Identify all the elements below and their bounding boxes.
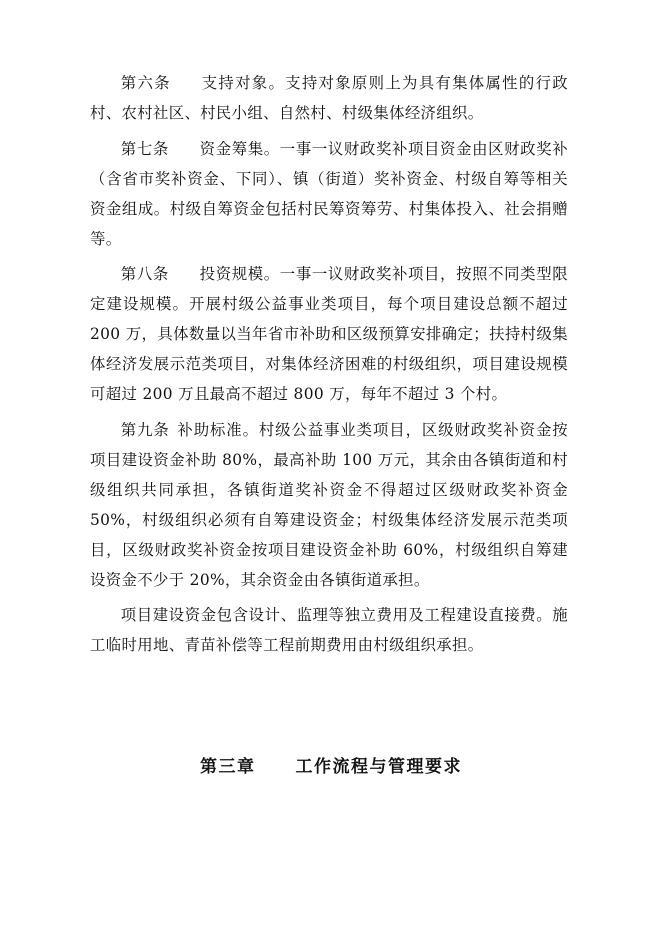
chapter-number: 第三章 [200,757,256,777]
article-number: 第七条 [120,139,169,158]
article-6-paragraph [90,68,568,128]
article-number: 第九条 [120,420,170,439]
article-number: 第六条 [120,74,171,92]
article-7-paragraph [90,134,568,254]
chapter-title: 工作流程与管理要求 [295,757,462,777]
article-text: 支持对象。支持对象原则上为具有集体属性的行政村、农村社区、村民小组、自然村、村级集体经济组织。 [90,74,568,122]
paragraph-text: 项目建设资金包含设计、监理等独立费用及工程建设直接费。施工临时用地、青苗补偿等工程前期费用由村级组织承担。 [90,606,568,654]
article-text: 资金筹集。一事一议财政奖补项目资金由区财政奖补（含省市奖补资金、下同）、镇（街道）奖补资金、村级自筹等相关资金组成。村级自筹资金包括村民筹资筹劳、村集体投入、社会捐赠等。 [90,139,568,248]
article-text: 投资规模。一事一议财政奖补项目，按照不同类型限定建设规模。开展村级公益事业类项目，每个项目建设总额不超过 200 万，具体数量以当年省市补助和区级预算安排确定；扶持村级集体经济发展示范类项目，对集体经济困难的村级组织，项目建设规模可超过 200 万且最高不超过 800 万，每年不超过 3 个村。 [90,265,568,403]
article-number: 第八条 [120,265,169,283]
article-text: 补助标准。村级公益事业类项目，区级财政奖补资金按项目建设资金补助 80%，最高补助 100 万元，其余由各镇街道和村级组织共同承担，各镇街道奖补资金不得超过区级财政奖补资金 50%，村级组织必须有自筹建设资金；村级集体经济发展示范类项目，区级财政奖补资金按项目建设资金补助 60%，村级组织自筹建设资金不少于 20%，其余资金由各镇街道承担。 [90,420,568,589]
project-funding-paragraph [90,600,568,660]
article-8-paragraph [90,259,568,409]
document-body [90,68,568,660]
chapter-heading [0,752,662,777]
article-9-paragraph [90,415,568,595]
